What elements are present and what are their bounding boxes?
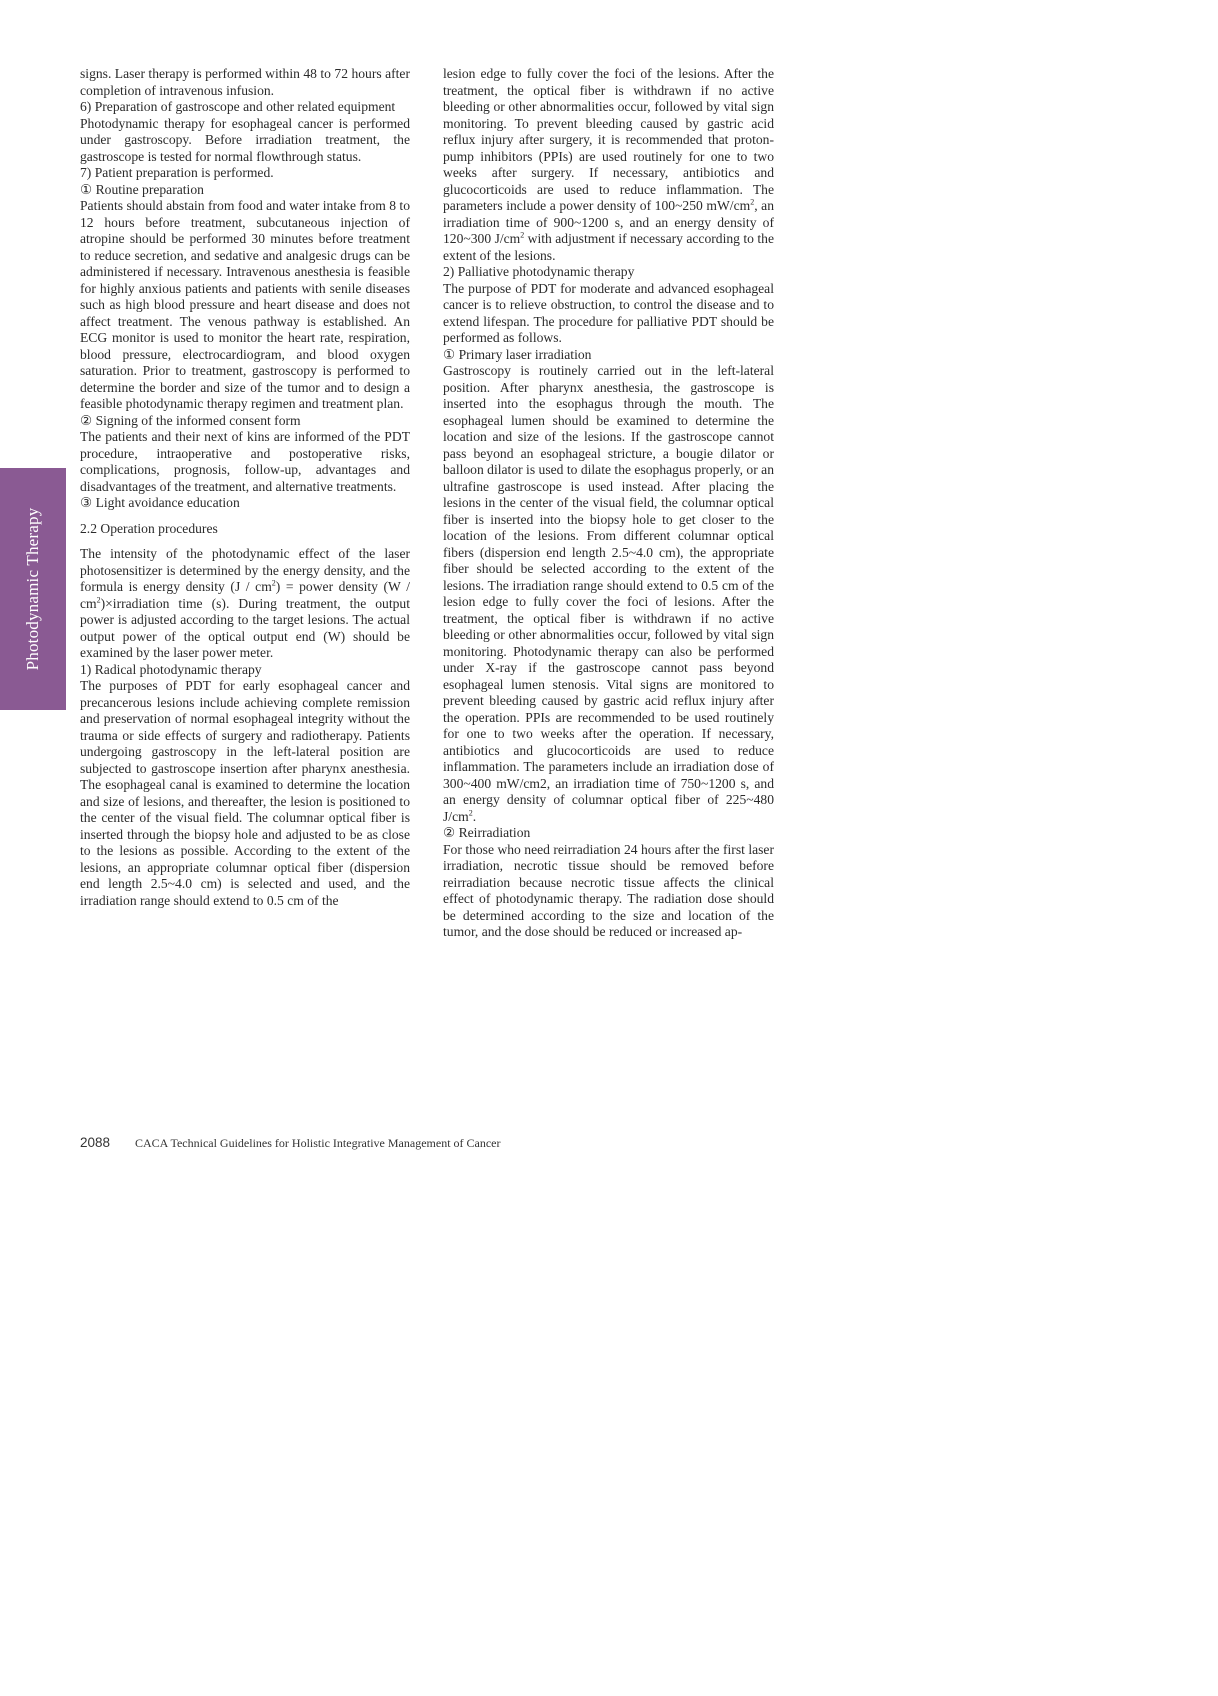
paragraph: The intensity of the photodynamic effect of the laser photosensitizer is determined by the energy density, and the formula is energy density $(J / cm^2)$ = power density $(W / cm^2)\times irradiation$ time (s). During treatment, the output power is adjusted according to the target lesions. The actual output power of the optical output end (W) should be examined by the laser power meter. [80,546,410,660]
paragraph: Photodynamic therapy for esophageal cancer is performed under gastroscopy. Before irradiation treatment, the gastroscope is tested for normal flowthrough status. [80,115,410,164]
section-side-tab [0,468,66,710]
paragraph: lesion edge to fully cover the foci of the lesions. After the treatment, the optical fiber is withdrawn if no active bleeding or other abnormalities occur, followed by vital sign monitoring. To prevent bleeding caused by gastric acid reflux injury after surgery, it is recommended that proton-pump inhibitors (PPIs) are used routinely for one to two weeks after surgery. If necessary, antibiotics and glucocorticoids are used to reduce inflammation. The parameters include a power density of 100~250 $mW/cm^2$, an irradiation time of 900~1200 s, and an energy density of 120~300 $J/cm^2$ with adjustment if necessary according to the extent of the lesions. [443,66,774,263]
subheading: ② Signing of the informed consent form [80,412,301,428]
subheading: 6) Preparation of gastroscope and other related equipment [80,99,396,114]
page-number: 2088 [80,1135,111,1150]
page-footer [80,1135,501,1151]
subheading: ① Routine preparation [80,181,204,197]
paragraph: The patients and their next of kins are informed of the PDT procedure, intraoperative and postoperative risks, complications, prognosis, follow-up, advantages and disadvantages of the treatment, and alternative treatments. [80,429,410,494]
subheading: 1) Radical photodynamic therapy [80,661,262,677]
left-column [80,66,410,909]
subheading: ① Primary laser irradiation [443,346,592,362]
section-heading: 2.2 Operation procedures [80,520,218,536]
subheading: 7) Patient preparation is performed. [80,165,274,180]
paragraph: Patients should abstain from food and water intake from 8 to 12 hours before treatment, subcutaneous injection of atropine should be performed 30 minutes before treatment to reduce secretion, and sedative and analgesic drugs can be administered if necessary. Intravenous anesthesia is feasible for highly anxious patients and patients with senile diseases such as high blood pressure and heart disease and does not affect treatment. The venous pathway is established. An ECG monitor is used to monitor the heart rate, respiration, blood pressure, electrocardiogram, and blood oxygen saturation. Prior to treatment, gastroscopy is performed to determine the border and size of the tumor and to design a feasible photodynamic therapy regimen and treatment plan. [80,198,410,411]
paragraph: The purpose of PDT for moderate and advanced esophageal cancer is to relieve obstruction, to control the disease and to extend lifespan. The procedure for palliative PDT should be performed as follows. [443,280,774,345]
paragraph: Gastroscopy is routinely carried out in the left-lateral position. After pharynx anesthesia, the gastroscope is inserted into the esophagus through the mouth. The esophageal lumen should be examined to determine the location and size of the lesions. If the gastroscope cannot pass beyond an esophageal stricture, a bougie dilator or balloon dilator is used to dilate the esophagus properly, or an ultrafine gastroscope is used instead. After placing the lesions in the center of the visual field, the columnar optical fiber is inserted into the biopsy hole to get closer to the location of the lesions. From different columnar optical fibers (dispersion end length 2.5~4.0 cm), the appropriate fiber should be selected according to the extent of the lesions. The irradiation range should extend to 0.5 cm of the lesion edge to fully cover the foci of lesions. After the treatment, the optical fiber is withdrawn if no active bleeding or other abnormalities occur, followed by vital sign monitoring. Photodynamic therapy can also be performed under X-ray if the gastroscope cannot pass beyond esophageal lumen stenosis. Vital signs are monitored to prevent bleeding caused by gastric acid reflux injury after the operation. PPIs are recommended to be used routinely for one to two weeks after the operation. If necessary, antibiotics and glucocorticoids are used to reduce inflammation. The parameters include an irradiation dose of 300~400 mW/cm2, an irradiation time of 750~1200 s, and an energy density of columnar optical fiber of 225~480 $J/cm^2$. [443,363,774,824]
right-column [443,66,774,941]
paragraph: For those who need reirradiation 24 hours after the first laser irradiation, necrotic tissue should be removed before reirradiation because necrotic tissue affects the clinical effect of photodynamic therapy. The radiation dose should be determined according to the size and location of the tumor, and the dose should be reduced or increased ap- [443,841,774,939]
subheading: 2) Palliative photodynamic therapy [443,264,635,279]
paragraph: signs. Laser therapy is performed within 48 to 72 hours after completion of intravenous infusion. [80,66,410,98]
subheading: ② Reirradiation [443,825,531,840]
side-tab-label: Photodynamic Therapy [23,507,42,671]
paragraph: The purposes of PDT for early esophageal cancer and precancerous lesions include achieving complete remission and preservation of normal esophageal integrity without the trauma or side effects of surgery and radiotherapy. Patients undergoing gastroscopy in the left-lateral position are subjected to gastroscope insertion after pharynx anesthesia. The esophageal canal is examined to determine the location and size of lesions, and thereafter, the lesion is positioned to the center of the visual field. The columnar optical fiber is inserted through the biopsy hole and adjusted to be as close to the lesions as possible. According to the extent of the lesions, an appropriate columnar optical fiber (dispersion end length 2.5~4.0 cm) is selected and used, and the irradiation range should extend to 0.5 cm of the [80,678,410,908]
subheading: ③ Light avoidance education [80,495,240,510]
journal-title: CACA Technical Guidelines for Holistic Integrative Management of Cancer [135,1136,501,1150]
